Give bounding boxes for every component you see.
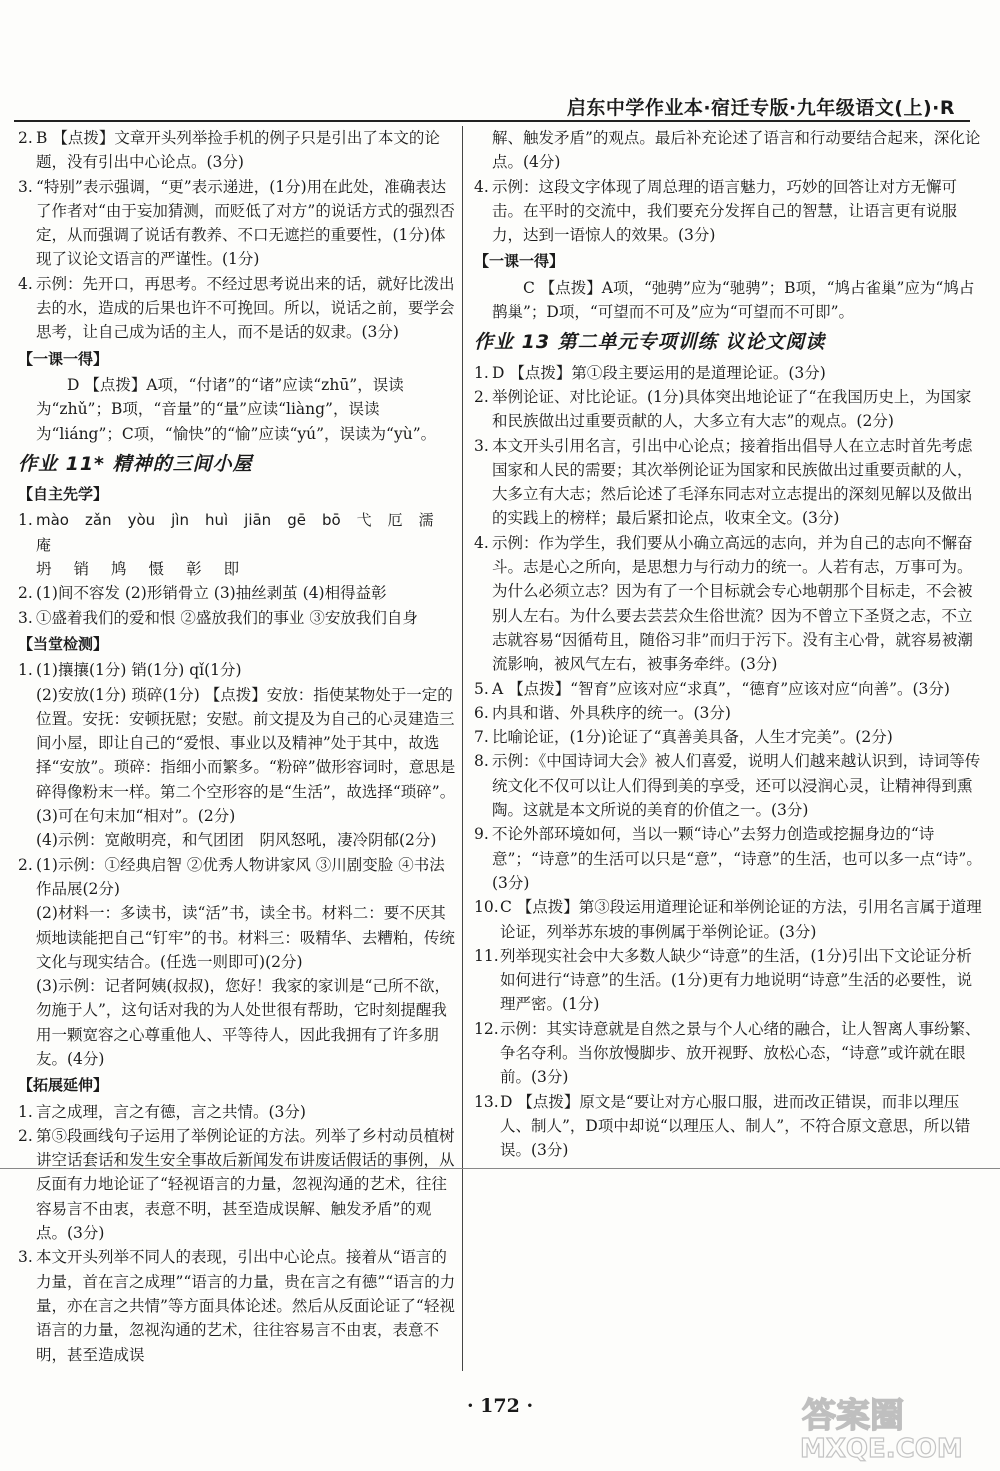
watermark-logo-text: 答案圈: [802, 1396, 904, 1436]
answer-2: 2. B 【点拨】文章开头列举捡手机的例子只是引出了本文的论题，没有引出中心论点。(3分): [18, 129, 440, 172]
left-column: [18, 126, 456, 1367]
homework-11-title: 作业 11* 精神的三间小屋: [18, 452, 253, 475]
watermark-logo: [782, 1387, 992, 1465]
answer-3-continued: 解、触发矛盾”的观点。最后补充论述了语言和行动要结合起来，深化论点。(4分): [492, 129, 981, 172]
hw13-answer-6: 6. 内具和谐、外具秩序的统一。(3分): [474, 703, 731, 722]
pinyin-item: huì: [204, 511, 229, 530]
section-label-dangtang: 【当堂检测】: [18, 634, 109, 653]
zizhu-2: 2. (1)间不容发 (2)形销骨立 (3)抽丝剥茧 (4)相得益彰: [18, 584, 387, 603]
chars-row: [36, 557, 456, 581]
hw13-answer-3: 3. 本文开头引用名言，引出中心论点；接着指出倡导人在立志时首先考虑国家和人民的需要；其次举例论证为国家和民族做出过重要贡献的人，大多立有大志；然后论述了毛泽东同志对立志提出的深刻见解以及做出的实践上的榜样；最后紧扣论点，收束全文。(3分): [474, 436, 973, 528]
char-item: 慑: [148, 560, 165, 579]
tuozhan-1: 1. 言之成理，言之有德，言之共情。(3分): [18, 1102, 306, 1121]
char-item: 彰: [186, 560, 202, 579]
hw13-answer-5: 5. A 【点拨】“智育”应该对应“求真”，“德育”应该对应“向善”。(3分): [474, 679, 950, 698]
tuozhan-2: 2. 第⑤段画线句子运用了举例论证的方法。列举了乡村动员植树讲空话套话和发生安全事故后新闻发布讲废话假话的事例，从反面有力地论证了“轻视语言的力量，忽视沟通的艺术，往往容易言不由衷，表意不明，甚至造成误解、触发矛盾”的观点。(3分): [18, 1126, 455, 1243]
pinyin-item: 庵: [36, 535, 52, 554]
section-label-yike-right: 【一课一得】: [474, 252, 565, 271]
pinyin-item: jiān: [244, 511, 272, 530]
dangtang-1a: 1. (1)攘攘(1分) 销(1分) qǐ(1分): [18, 661, 242, 680]
dangtang-1c: (3)可在句末加“相对”。(2分): [36, 807, 236, 826]
hw13-answer-2: 2. 举例论证、对比论证。(1分)具体突出地论证了“在我国历史上，为国家和民族做出过重要贡献的人，大多立有大志”的观点。(2分): [474, 387, 972, 431]
pinyin-item: jìn: [171, 511, 189, 530]
right-column: [474, 126, 982, 1162]
watermark-url: MXQE.COM: [800, 1434, 963, 1464]
answer-4: 4. 示例：先开口，再思考。不经过思考说出来的话，就好比泼出去的水，造成的后果也许不可挽回。所以，说话之前，要学会思考，让自己成为话的主人，而不是话的奴隶。(3分): [18, 274, 455, 342]
section-label-yike: 【一课一得】: [18, 349, 109, 368]
hw13-answer-4: 4. 示例：作为学生，我们要从小确立高远的志向，并为自己的志向不懈奋斗。志是心之所向，是思想力与行动力的统一。人若有志，万事可为。为什么必须立志？因为有了一个目标就会专心地朝那个目标走，不会被别人左右。为什么要去芸芸众生俗世流？因为不曾立下圣贤之志，不立志就容易“因循苟且，随俗习非”而归于污下。没有主心骨，就容易被潮流影响，被风气左右，被事务牵绊。(3分): [474, 533, 973, 674]
dangtang-2c: (3)示例：记者阿姨(叔叔)，您好！我家的家训是“己所不欲，勿施于人”，这句话对我的为人处世很有帮助，它时刻提醒我用一颗宽容之心尊重他人、平等待人，因此我拥有了许多朋友。(4分): [36, 977, 450, 1068]
char-item: 即: [223, 560, 240, 579]
column-divider: [462, 126, 463, 1371]
zizhu-1: 1. mào zǎn yòu jìn huì jiān gē bō 弋 厄 濡 庵 坍 销 鸠 慑 彰 即: [18, 508, 456, 581]
pinyin-item: mào: [36, 511, 69, 530]
pinyin-row: [36, 508, 456, 557]
answer-3: 3. “特别”表示强调，“更”表示递进，(1分)用在此处，准确表达了作者对“由于妄加猜测，而贬低了对方”的说话方式的强烈否定，从而强调了说话有教养、不口无遮拦的重要性，(1分)体现了议论文语言的严谨性。(1分): [18, 177, 455, 269]
dangtang-2b: (2)材料一：多读书，读“活”书，读全书。材料二：要不厌其烦地读能把自己“钉牢”的书。材料三：吸精华、去糟粕，传统文化与现实结合。(任选一则即可)(2分): [36, 904, 455, 971]
hw13-answer-9: 9. 不论外部环境如何，当以一颗“诗心”去努力创造或挖掘身边的“诗意”；“诗意”的生活可以只是“意”，“诗意”的生活，也可以多一点“诗”。(3分): [474, 825, 982, 892]
char-item: 鸠: [111, 560, 127, 579]
pinyin-item: zǎn: [84, 511, 112, 530]
hw13-answer-10: 10. C 【点拨】第③段运用道理论证和举例论证的方法，引用名言属于道理论证，列举苏东坡的事例属于举例论证。(3分): [474, 898, 982, 941]
hw13-answer-8: 8. 示例：《中国诗词大会》被人们喜爱，说明人们越来越认识到，诗词等传统文化不仅可以让人们得到美的享受，还可以浸润心灵，让精神得到熏陶。这就是本文所说的美育的价值之一。(3分): [474, 752, 981, 820]
pinyin-item: yòu: [127, 511, 156, 530]
homework-13-title: 作业 13 第二单元专项训练 议论文阅读: [474, 331, 826, 354]
hw13-answer-13: 13. D 【点拨】原文是“要让对方心服口服，进而改正错误，而非以理压人、制人”，D项中却说“以理压人、制人”，不符合原文意思，所以错误。(3分): [474, 1092, 971, 1160]
pinyin-item: bō: [321, 511, 341, 530]
pinyin-item: gē: [287, 511, 306, 530]
yike-answer: D 【点拨】A项，“付诸”的“诸”应读“zhū”，误读为“zhǔ”；B项，“音量”的“量”应读“liàng”，误读为“liáng”；C项，“愉快”的“愉”应读“yú”，误读为“yù”。: [36, 375, 437, 443]
hw13-answer-7: 7. 比喻论证，(1分)论证了“真善美具备，人生才完美”。(2分): [474, 728, 893, 747]
hw13-answer-1: 1. D 【点拨】第①段主要运用的是道理论证。(3分): [474, 363, 826, 382]
char-item: 销: [73, 560, 90, 579]
tuozhan-3: 3. 本文开头列举不同人的表现，引出中心论点。接着从“语言的力量，首在言之成理”“语言的力量，贵在言之有德”“语言的力量，亦在言之共情”等方面具体论述。然后从反面论证了“轻视语言的力量，忽视沟通的艺术，往往容易言不由衷，表意不明，甚至造成误: [18, 1248, 456, 1364]
header-rule: [14, 120, 970, 122]
pinyin-item: 厄: [387, 511, 403, 530]
section-label-zizhu: 【自主先学】: [18, 485, 109, 504]
header-title: 启东中学作业本·宿迁专版·九年级语文(上)·R: [566, 97, 955, 119]
hw13-answer-11: 11. 列举现实社会中大多数人缺少“诗意”的生活，(1分)引出下文论证分析如何进行“诗意”的生活。(1分)更有力地说明“诗意”生活的必要性，说理严密。(1分): [474, 946, 973, 1014]
section-label-tuozhan: 【拓展延伸】: [18, 1076, 109, 1095]
pinyin-item: 弋: [356, 511, 372, 530]
dangtang-1d: (4)示例：宽敞明亮，和气团团 阴风怒吼，凄冷阴郁(2分): [36, 831, 437, 850]
pinyin-item: 濡: [418, 511, 434, 530]
char-item: 坍: [36, 560, 52, 579]
page-number: · 172 ·: [466, 1395, 534, 1417]
page-header: [0, 93, 1000, 119]
yike-answer-right: C 【点拨】A项，“弛骋”应为“驰骋”；B项，“鸠占雀巢”应为“鸠占鹊巢”；D项，“可望而不可及”应为“可望而不可即”。: [492, 278, 975, 322]
r-answer-4: 4. 示例：这段文字体现了周总理的语言魅力，巧妙的回答让对方无懈可击。在平时的交流中，我们要充分发挥自己的智慧，让语言更有说服力，达到一语惊人的效果。(3分): [474, 177, 958, 245]
dangtang-1b: (2)安放(1分) 琐碎(1分) 【点拨】安放：指使某物处于一定的位置。安抚：安顿抚慰；安慰。前文提及为自己的心灵建造三间小屋，即让自己的“爱恨、事业以及精神”处于其中，故选择“安放”。琐碎：指细小而繁多。“粉碎”做形容词时，意思是碎得像粉末一样。第二个空形容的是“生活”，故选择“琐碎”。: [36, 685, 456, 801]
dangtang-2a: 2. (1)示例：①经典启智 ②优秀人物讲家风 ③川剧变脸 ④书法作品展(2分): [18, 855, 445, 898]
zizhu-3: 3. ①盛着我们的爱和恨 ②盛放我们的事业 ③安放我们自身: [18, 608, 418, 627]
hw13-answer-12: 12. 示例：其实诗意就是自然之景与个人心绪的融合，让人智离人事纷繁、争名夺利。当你放慢脚步、放开视野、放松心态，“诗意”或许就在眼前。(3分): [474, 1019, 981, 1087]
